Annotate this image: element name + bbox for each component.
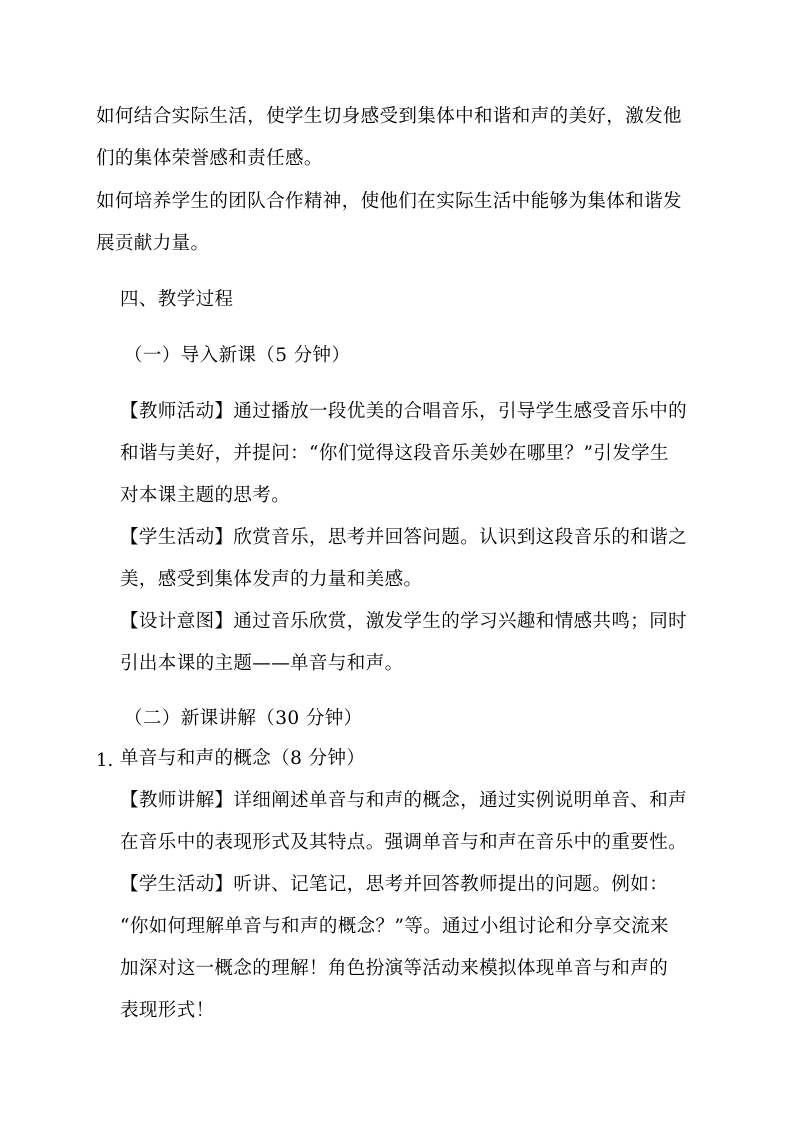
- paragraph-line: “你如何理解单音与和声的概念？”等。通过小组讨论和分享交流来: [120, 916, 669, 937]
- paragraph-line: 引出本课的主题——单音与和声。: [120, 653, 404, 674]
- subsection-heading: （一）导入新课（5 分钟）: [124, 345, 351, 366]
- paragraph-line: 【教师讲解】详细阐述单音与和声的概念，通过实例说明单音、和声: [120, 790, 688, 811]
- list-number: 1.: [96, 750, 114, 771]
- paragraph-line: 【教师活动】通过播放一段优美的合唱音乐，引导学生感受音乐中的: [120, 401, 688, 422]
- subsection-heading: （二）新课讲解（30 分钟）: [124, 708, 363, 729]
- paragraph-line: 和谐与美好，并提问：“你们觉得这段音乐美妙在哪里？”引发学生: [120, 443, 669, 464]
- paragraph-line: 展贡献力量。: [96, 233, 210, 254]
- paragraph-line: 如何结合实际生活，使学生切身感受到集体中和谐和声的美好，激发他: [96, 106, 682, 127]
- paragraph-line: 【学生活动】听讲、记笔记，思考并回答教师提出的问题。例如：: [120, 874, 669, 895]
- paragraph-line: 美，感受到集体发声的力量和美感。: [120, 569, 423, 590]
- paragraph-line: 加深对这一概念的理解！角色扮演等活动来模拟体现单音与和声的: [120, 958, 669, 979]
- list-item-title: 单音与和声的概念（8 分钟）: [120, 748, 366, 769]
- paragraph-line: 表现形式！: [120, 1000, 215, 1021]
- paragraph-line: 对本课主题的思考。: [120, 485, 291, 506]
- paragraph-line: 【设计意图】通过音乐欣赏，激发学生的学习兴趣和情感共鸣；同时: [120, 611, 688, 632]
- paragraph-line: 们的集体荣誉感和责任感。: [96, 148, 323, 169]
- paragraph-line: 在音乐中的表现形式及其特点。强调单音与和声在音乐中的重要性。: [120, 832, 688, 853]
- paragraph-line: 【学生活动】欣赏音乐，思考并回答问题。认识到这段音乐的和谐之: [120, 527, 688, 548]
- paragraph-line: 如何培养学生的团队合作精神，使他们在实际生活中能够为集体和谐发: [96, 191, 682, 212]
- section-heading: 四、教学过程: [120, 289, 234, 310]
